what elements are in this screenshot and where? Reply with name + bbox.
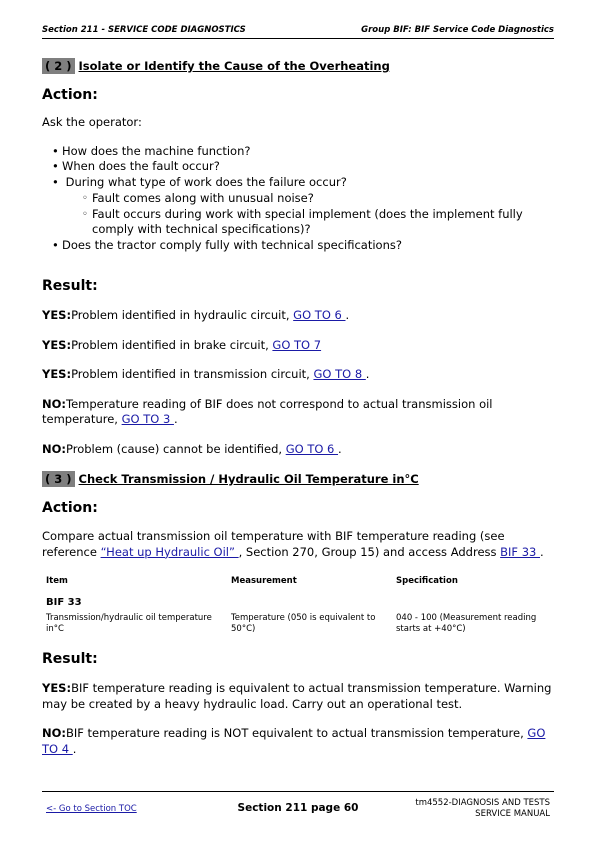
step-3-number: ( 3 ): [42, 471, 75, 487]
result-label: YES:: [42, 337, 72, 352]
step-3-action-heading: Action:: [42, 500, 98, 517]
list-item: • Does the tractor comply fully with technical specifications?: [62, 238, 556, 254]
list-item-text: During what type of work does the failure occur?: [65, 175, 347, 190]
go-to-7-link[interactable]: GO TO 7: [272, 337, 322, 352]
result-label: YES:: [42, 681, 72, 696]
table-cell: Temperature (050 is equivalent to 50°C): [231, 613, 376, 635]
footer-page-number: Section 211 page 60: [237, 802, 359, 814]
step-2-title: [42, 58, 556, 74]
result-suffix: .: [338, 441, 342, 456]
header-section-title: Section 211 - SERVICE CODE DIAGNOSTICS: [42, 25, 246, 35]
list-item: [62, 175, 556, 238]
result-suffix: .: [72, 741, 77, 756]
sub-list-item: ◦ Fault occurs during work with special implement (does the implement fully comply with technical specifications)?: [82, 207, 556, 239]
list-item: • When does the fault occur?: [62, 159, 556, 175]
result-label: NO:: [42, 396, 66, 411]
sub-list-item: ◦ Fault comes along with unusual noise?: [82, 191, 556, 207]
table-cell: 040 - 100 (Measurement reading starts at +40°C): [396, 613, 537, 635]
table-cell: Transmission/hydraulic oil temperature in°C: [46, 613, 212, 635]
result-text: Temperature reading of BIF does not correspond to actual transmission oil temperature,: [42, 396, 493, 427]
result-suffix: .: [345, 308, 350, 323]
result-label: NO:: [42, 441, 66, 456]
result-line: [42, 726, 556, 757]
action-text: Compare actual transmission oil temperature with BIF temperature reading (see reference: [42, 529, 505, 559]
result-line: [42, 338, 556, 354]
action-text: , Section 270, Group 15) and access Address: [238, 544, 501, 559]
step-3-result-heading: Result:: [42, 651, 98, 668]
footer-manual-title: [415, 798, 550, 820]
result-text: Problem identified in brake circuit,: [71, 337, 273, 352]
step-3-action-text: [42, 529, 556, 560]
action-text: .: [540, 544, 544, 559]
go-to-6-link[interactable]: GO TO 6: [293, 308, 346, 323]
table-group-label: BIF 33: [46, 596, 82, 608]
manual-title-line: SERVICE MANUAL: [475, 809, 550, 819]
result-suffix: .: [365, 367, 370, 382]
page-footer: [42, 791, 554, 819]
result-text: Problem identified in transmission circuit,: [71, 367, 314, 382]
result-text: Problem identified in hydraulic circuit,: [71, 308, 294, 323]
go-to-8-link[interactable]: GO TO 8: [313, 367, 366, 382]
result-text: BIF temperature reading is NOT equivalent to actual transmission temperature,: [66, 726, 528, 741]
result-text: Problem (cause) cannot be identified,: [66, 441, 286, 456]
result-label: NO:: [42, 726, 66, 741]
step-2-sub-list: [82, 191, 556, 238]
step-2-result-heading: Result:: [42, 278, 98, 295]
table-group-row: [42, 591, 556, 613]
go-to-6-link[interactable]: GO TO 6: [285, 441, 339, 456]
measurement-table: [42, 571, 556, 635]
list-item: • How does the machine function?: [62, 144, 556, 160]
heat-up-hydraulic-oil-link[interactable]: “Heat up Hydraulic Oil”: [100, 544, 239, 559]
result-line: [42, 397, 556, 428]
column-header-specification: Specification: [396, 576, 458, 587]
result-line: [42, 442, 556, 458]
result-label: YES:: [42, 367, 72, 382]
go-to-3-link[interactable]: GO TO 3: [121, 412, 174, 427]
step-2-heading: Isolate or Identify the Cause of the Overheating: [78, 59, 390, 73]
manual-title-line: tm4552-DIAGNOSIS AND TESTS: [415, 798, 550, 808]
result-text: BIF temperature reading is equivalent to actual transmission temperature. Warning may be created by a heavy hydraulic load. Carry out an operational test.: [42, 681, 552, 711]
result-suffix: .: [173, 412, 178, 427]
column-header-item: Item: [46, 576, 68, 587]
main-content: [42, 58, 556, 757]
step-2-question-list: [62, 144, 556, 255]
step-3-title: [42, 471, 556, 487]
table-header-row: [42, 571, 556, 591]
bif-33-link[interactable]: BIF 33: [500, 544, 540, 559]
step-2-number: ( 2 ): [42, 58, 75, 74]
go-to-4-link[interactable]: GO TO 4: [42, 726, 546, 756]
column-header-measurement: Measurement: [231, 576, 297, 587]
step-3-heading: Check Transmission / Hydraulic Oil Temperature in°C: [78, 472, 419, 487]
result-label: YES:: [42, 308, 72, 323]
page-header: [42, 25, 554, 39]
result-line: [42, 681, 556, 712]
table-row: [42, 613, 556, 635]
go-to-section-toc-link[interactable]: <- Go to Section TOC: [46, 804, 137, 814]
step-2-intro: Ask the operator:: [42, 115, 142, 129]
step-2-action-heading: Action:: [42, 87, 98, 103]
result-line: [42, 367, 556, 383]
result-line: [42, 308, 556, 324]
header-group-title: Group BIF: BIF Service Code Diagnostics: [361, 25, 554, 35]
